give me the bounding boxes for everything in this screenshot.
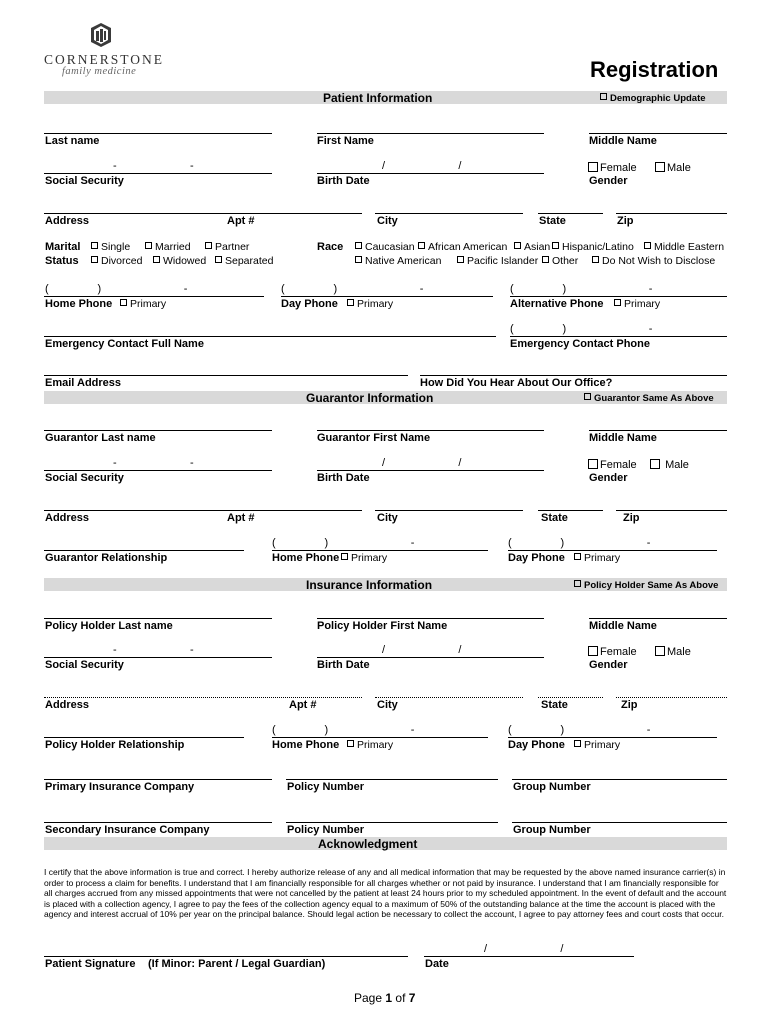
guarantor-state-field[interactable] [538, 510, 603, 511]
policy-zip-field[interactable] [616, 697, 727, 698]
guarantor-ssn-field[interactable] [44, 470, 272, 471]
guarantor-home-phone-label: Home Phone [272, 552, 340, 564]
secondary-insurance-field[interactable] [44, 822, 272, 823]
secondary-group-number-label: Group Number [513, 824, 591, 836]
day-phone-label: Day Phone [281, 298, 338, 310]
address-label: Address [45, 215, 90, 227]
policy-city-field[interactable] [375, 697, 523, 698]
emergency-phone-separator: ( ) - [510, 323, 653, 335]
policy-home-phone-field[interactable] [272, 737, 488, 738]
zip-label: Zip [617, 215, 634, 227]
birth-date-label: Birth Date [317, 175, 370, 187]
policy-home-phone-separator: ( ) - [272, 724, 415, 736]
emergency-name-label: Emergency Contact Full Name [45, 338, 204, 350]
city-label: City [377, 215, 398, 227]
middle-name-field[interactable] [589, 133, 727, 134]
secondary-insurance-label: Secondary Insurance Company [45, 824, 210, 836]
first-name-field[interactable] [317, 133, 544, 134]
policy-home-phone-label: Home Phone [272, 739, 340, 751]
policy-address-field[interactable] [44, 697, 362, 698]
guarantor-birth-date-field[interactable] [317, 470, 544, 471]
ssn-label: Social Security [45, 175, 124, 187]
policy-relationship-field[interactable] [44, 737, 244, 738]
page-title: Registration [590, 57, 719, 82]
secondary-policy-number-label: Policy Number [287, 824, 365, 836]
emergency-phone-field[interactable] [510, 336, 727, 337]
gender-female-checkbox[interactable]: Female [588, 162, 637, 174]
email-field[interactable] [44, 375, 408, 376]
date-label: Date [425, 958, 449, 970]
guarantor-ssn-separator: - - [113, 457, 194, 469]
policy-zip-label: Zip [621, 699, 638, 711]
guarantor-city-label: City [377, 512, 398, 524]
gender-label: Gender [589, 175, 628, 187]
guarantor-apt-label: Apt # [227, 512, 255, 524]
alt-phone-field[interactable] [510, 296, 727, 297]
guarantor-birth-separator: / / [382, 457, 462, 469]
guarantor-ssn-label: Social Security [45, 472, 124, 484]
policy-birth-date-field[interactable] [317, 657, 544, 658]
home-phone-field[interactable] [44, 296, 264, 297]
page-total: 7 [408, 991, 416, 1005]
primary-policy-number-label: Policy Number [287, 781, 365, 793]
guarantor-home-phone-field[interactable] [272, 550, 488, 551]
marital-label: Marital [45, 241, 81, 253]
city-field[interactable] [375, 213, 523, 214]
guarantor-last-name-label: Guarantor Last name [45, 432, 156, 444]
primary-insurance-field[interactable] [44, 779, 272, 780]
primary-insurance-label: Primary Insurance Company [45, 781, 195, 793]
policy-birth-separator: / / [382, 644, 462, 656]
emergency-phone-label: Emergency Contact Phone [510, 338, 650, 350]
race-other-option[interactable]: Other [542, 255, 578, 267]
primary-group-number-label: Group Number [513, 781, 591, 793]
marital-divorced-option[interactable]: Divorced [91, 255, 142, 267]
signature-label: Patient Signature [45, 958, 136, 970]
emergency-name-field[interactable] [44, 336, 496, 337]
policy-female-checkbox[interactable]: Female [588, 646, 637, 658]
guarantor-relationship-label: Guarantor Relationship [45, 552, 168, 564]
policy-state-field[interactable] [538, 697, 603, 698]
primary-group-number-field[interactable] [512, 779, 727, 780]
policy-last-name-field[interactable] [44, 618, 272, 619]
guarantor-home-primary-checkbox[interactable]: Primary [341, 552, 387, 564]
race-middle-eastern-option[interactable]: Middle Eastern [644, 241, 724, 253]
guarantor-day-phone-label: Day Phone [508, 552, 565, 564]
guarantor-day-primary-checkbox[interactable]: Primary [574, 552, 620, 564]
guarantor-same-checkbox[interactable]: Guarantor Same As Above [584, 393, 714, 404]
policy-middle-name-label: Middle Name [589, 620, 657, 632]
state-field[interactable] [538, 213, 603, 214]
alt-phone-label: Alternative Phone [510, 298, 604, 310]
guarantor-address-label: Address [45, 512, 90, 524]
primary-policy-number-field[interactable] [286, 779, 498, 780]
race-pacific-islander-option[interactable]: Pacific Islander [457, 255, 538, 267]
race-asian-option[interactable]: Asian [514, 241, 550, 253]
home-phone-primary-checkbox[interactable]: Primary [120, 298, 166, 310]
logo-name: CORNERSTONE [44, 52, 165, 67]
zip-field[interactable] [616, 213, 727, 214]
policy-day-phone-field[interactable] [508, 737, 717, 738]
policy-state-label: State [541, 699, 568, 711]
signature-date-field[interactable] [424, 956, 634, 957]
birth-date-field[interactable] [317, 173, 544, 174]
home-phone-label: Home Phone [45, 298, 113, 310]
policy-holder-same-checkbox[interactable]: Policy Holder Same As Above [574, 580, 718, 591]
first-name-label: First Name [317, 135, 374, 147]
state-label: State [539, 215, 566, 227]
guarantor-home-phone-separator: ( ) - [272, 537, 415, 549]
page-number: 1 [385, 991, 393, 1005]
policy-ssn-separator: - - [113, 644, 194, 656]
guarantor-last-name-field[interactable] [44, 430, 272, 431]
patient-section-title: Patient Information [323, 91, 433, 105]
race-no-disclose-option[interactable]: Do Not Wish to Disclose [592, 255, 715, 267]
policy-relationship-label: Policy Holder Relationship [45, 739, 185, 751]
race-caucasian-option[interactable]: Caucasian [355, 241, 415, 253]
marital-widowed-option[interactable]: Widowed [153, 255, 206, 267]
hear-about-label: How Did You Hear About Our Office? [420, 377, 613, 389]
policy-day-primary-checkbox[interactable]: Primary [574, 739, 620, 751]
guarantor-first-name-field[interactable] [317, 430, 544, 431]
alt-phone-primary-checkbox[interactable]: Primary [614, 298, 660, 310]
guarantor-address-field[interactable] [44, 510, 362, 511]
home-phone-separator: ( ) - [45, 283, 188, 295]
hear-about-field[interactable] [420, 375, 727, 376]
guarantor-relationship-field[interactable] [44, 550, 244, 551]
policy-home-primary-checkbox[interactable]: Primary [347, 739, 393, 751]
policy-ssn-label: Social Security [45, 659, 124, 671]
insurance-section-title: Insurance Information [306, 578, 433, 592]
last-name-label: Last name [45, 135, 100, 147]
race-native-american-option[interactable]: Native American [355, 255, 441, 267]
race-african-american-option[interactable]: African American [418, 241, 507, 253]
guarantor-state-label: State [541, 512, 568, 524]
policy-ssn-field[interactable] [44, 657, 272, 658]
day-phone-field[interactable] [281, 296, 493, 297]
apt-label: Apt # [227, 215, 255, 227]
guarantor-section-title: Guarantor Information [306, 391, 434, 405]
date-separator: / / [484, 943, 564, 955]
alt-phone-separator: ( ) - [510, 283, 653, 295]
race-hispanic-option[interactable]: Hispanic/Latino [552, 241, 634, 253]
page-word: Page [354, 991, 383, 1005]
guarantor-birth-date-label: Birth Date [317, 472, 370, 484]
logo-tagline: family medicine [62, 66, 137, 77]
policy-city-label: City [377, 699, 398, 711]
marital-partner-option[interactable]: Partner [205, 241, 249, 253]
last-name-field[interactable] [44, 133, 272, 134]
policy-apt-label: Apt # [289, 699, 317, 711]
ssn-separator: - - [113, 160, 194, 172]
guarantor-day-phone-field[interactable] [508, 550, 717, 551]
ssn-field[interactable] [44, 173, 272, 174]
demographic-update-checkbox[interactable]: Demographic Update [600, 93, 706, 104]
guarantor-city-field[interactable] [375, 510, 523, 511]
policy-address-label: Address [45, 699, 90, 711]
acknowledgment-section-title: Acknowledgment [318, 837, 418, 851]
marital-single-option[interactable]: Single [91, 241, 130, 253]
birth-date-separator: / / [382, 160, 462, 172]
policy-first-name-field[interactable] [317, 618, 544, 619]
of-word: of [395, 991, 406, 1005]
policy-last-name-label: Policy Holder Last name [45, 620, 173, 632]
policy-male-checkbox[interactable]: Male [655, 646, 691, 658]
policy-gender-label: Gender [589, 659, 628, 671]
guarantor-middle-name-field[interactable] [589, 430, 727, 431]
marital-married-option[interactable]: Married [145, 241, 191, 253]
guarantor-middle-name-label: Middle Name [589, 432, 657, 444]
guarantor-gender-label: Gender [589, 472, 628, 484]
guarantor-zip-field[interactable] [616, 510, 727, 511]
day-phone-primary-checkbox[interactable]: Primary [347, 298, 393, 310]
race-label: Race [317, 241, 344, 253]
guardian-label: (If Minor: Parent / Legal Guardian) [148, 958, 326, 970]
email-label: Email Address [45, 377, 122, 389]
policy-day-phone-label: Day Phone [508, 739, 565, 751]
middle-name-label: Middle Name [589, 135, 657, 147]
policy-first-name-label: Policy Holder First Name [317, 620, 448, 632]
guarantor-female-checkbox[interactable]: Female [588, 459, 637, 471]
address-field[interactable] [44, 213, 362, 214]
guarantor-first-name-label: Guarantor First Name [317, 432, 431, 444]
status-label: Status [45, 255, 79, 267]
acknowledgment-text: I certify that the above information is true and correct. I hereby authorize release of any and all medical information that may be requested by the above named insurance carrier(s) in order to process a claim for benefits. I understand that I am financially responsible for all charges whether or not paid by insurance. I understand that I am financially responsible for all charges accrued from any missed appointments that were not cancelled by the patient at least 24 hours prior to my scheduled appointment. In the event of default and the account is placed with a collection agency, I agree to pay the fees of the collection agency equal to a maximum of 50% of the outstanding balance at the time the account is placed with the agency and interest accrual of 10% per year on the principal balance. Should legal action be necessary to collect the account, I agree to pay attorney fees and court costs that occur. [44, 867, 727, 919]
marital-separated-option[interactable]: Separated [215, 255, 273, 267]
page-indicator [354, 991, 415, 1005]
policy-birth-date-label: Birth Date [317, 659, 370, 671]
secondary-policy-number-field[interactable] [286, 822, 498, 823]
signature-field[interactable] [44, 956, 408, 957]
guarantor-male-checkbox[interactable]: Male [650, 459, 689, 471]
gender-male-checkbox[interactable]: Male [655, 162, 691, 174]
policy-day-phone-separator: ( ) - [508, 724, 651, 736]
day-phone-separator: ( ) - [281, 283, 424, 295]
guarantor-zip-label: Zip [623, 512, 640, 524]
cornerstone-logo-icon [89, 22, 113, 48]
policy-middle-name-field[interactable] [589, 618, 727, 619]
secondary-group-number-field[interactable] [512, 822, 727, 823]
guarantor-day-phone-separator: ( ) - [508, 537, 651, 549]
